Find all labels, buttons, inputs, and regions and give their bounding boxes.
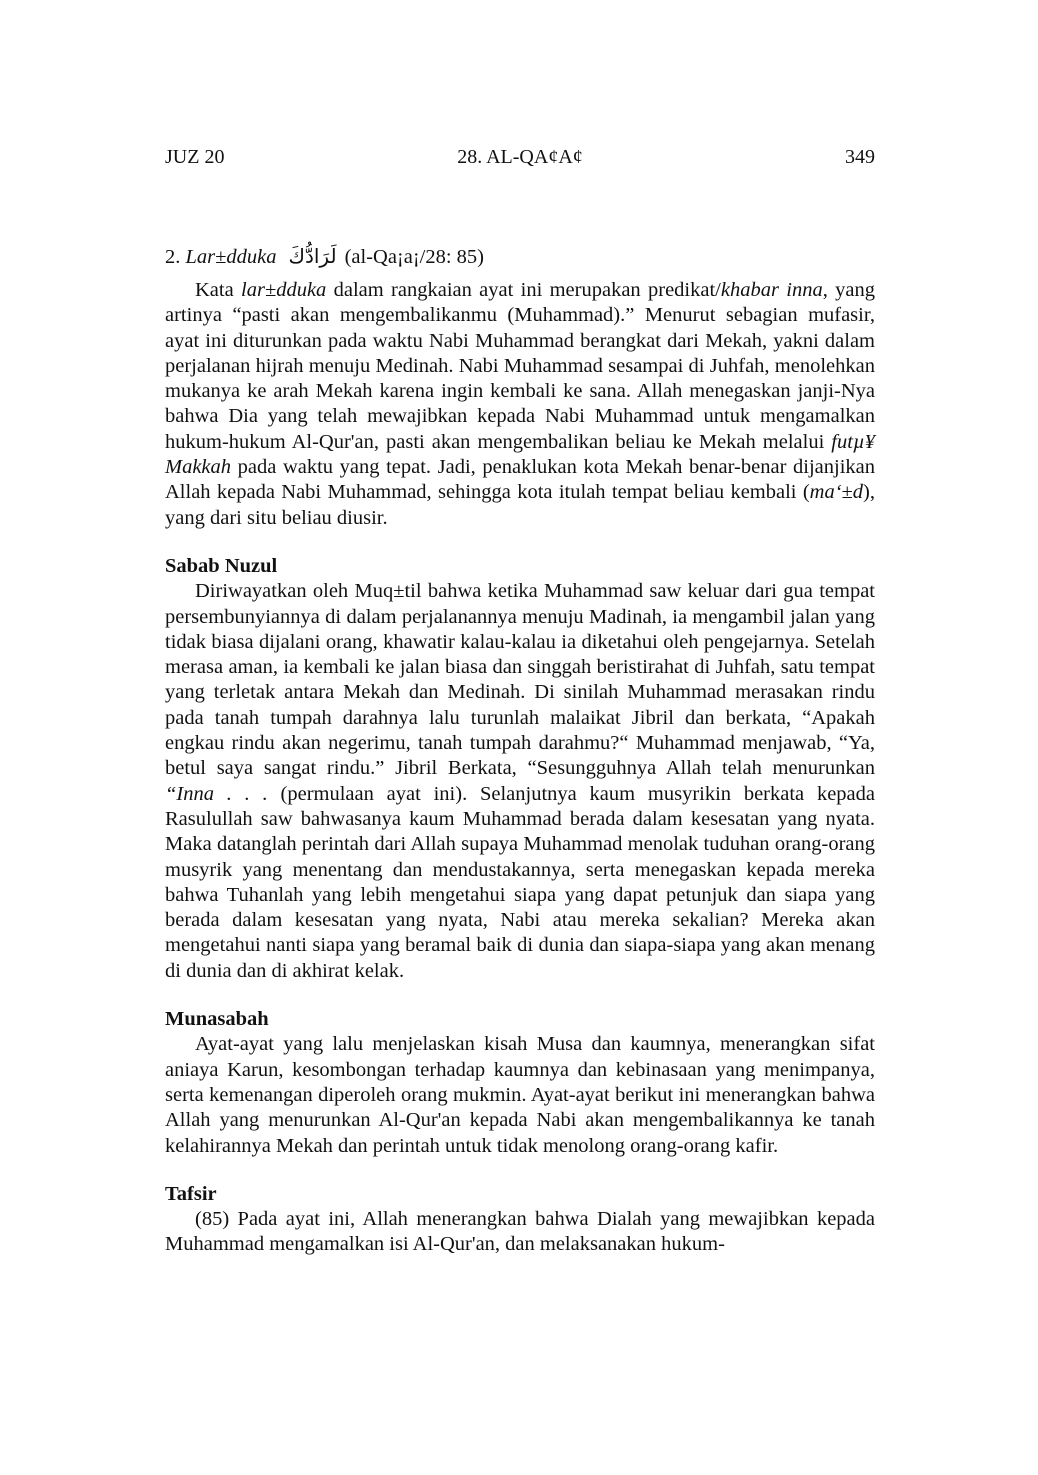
entry-term: Lar±dduka: [185, 246, 277, 268]
running-header: [165, 146, 875, 174]
sabab-nuzul-heading: Sabab Nuzul: [165, 554, 278, 577]
vocabulary-entry-heading: [165, 243, 875, 270]
munasabah-heading: Munasabah: [165, 1008, 269, 1031]
entry-reference: (al-Qa¡a¡/28: 85): [344, 246, 485, 268]
entry-number: 2.: [165, 246, 181, 268]
page-number: 349: [845, 146, 875, 168]
juz-label: JUZ 20: [165, 146, 225, 168]
arabic-word: لَرَادُّكَ: [288, 244, 337, 268]
tafsir-text: (85) Pada ayat ini, Allah menerangkan bahwa Dialah yang mewajibkan kepada Muhammad mengamalkan isi Al-Qur'an, dan melaksanakan hukum-: [165, 1208, 875, 1256]
munasabah-text: Ayat-ayat yang lalu menjelaskan kisah Musa dan kaumnya, menerangkan sifat aniaya Karun, kesombongan terhadap kaumnya dan kebinasaan yang menimpanya, serta kemenangan diperoleh orang mukmin. Ayat-ayat berikut ini menerangkan bahwa Allah yang menurunkan Al-Qur'an kepada Nabi akan mengembalikannya ke tanah kelahirannya Mekah dan perintah untuk tidak menolong orang-orang kafir.: [165, 1033, 875, 1157]
sabab-nuzul-text: Diriwayatkan oleh Muq±til bahwa ketika Muhammad saw keluar dari gua tempat persembunyiannya di dalam perjalanannya menuju Madinah, ia mengambil jalan yang tidak biasa dijalani orang, khawatir kalau-kalau ia diketahui oleh pengejarnya. Setelah merasa aman, ia kembali ke jalan biasa dan singgah beristirahat di Juhfah, satu tempat yang terletak antara Mekah dan Medinah. Di sinilah Muhammad merasakan rindu pada tanah tumpah darahnya lalu turunlah malaikat Jibril dan berkata, “Apakah engkau rindu akan negerimu, tanah tumpah darahmu?“ Muhammad menjawab, “Ya, betul saya sangat rindu.” Jibril Berkata, “Sesungguhnya Allah telah menurunkan “Inna . . . (permulaan ayat ini). Selanjutnya kaum musyrikin berkata kepada Rasulullah saw bahwasanya kaum Muhammad berada dalam kesesatan yang nyata. Maka datanglah perintah dari Allah supaya Muhammad menolak tuduhan orang-orang musyrik yang menentang dan mendustakannya, serta menegaskan kepada mereka bahwa Tuhanlah yang lebih mengetahui siapa yang dapat petunjuk dan siapa yang berada dalam kesesatan yang nyata, Nabi atau mereka sekalian? Mereka akan mengetahui nanti siapa yang beramal baik di dunia dan siapa-siapa yang akan menang di dunia dan di akhirat kelak.: [165, 580, 875, 982]
surah-title: 28. AL-QA¢A¢: [457, 146, 583, 168]
vocabulary-explanation: Kata lar±dduka dalam rangkaian ayat ini merupakan predikat/khabar inna, yang artinya “pasti akan mengembalikanmu (Muhammad).” Menurut sebagian mufasir, ayat ini diturunkan pada waktu Nabi Muhammad berangkat dari Mekah, yakni dalam perjalanan hijrah menuju Medinah. Nabi Muhammad sesampai di Juhfah, menolehkan mukanya ke arah Mekah karena ingin kembali ke sana. Allah menegaskan janji-Nya bahwa Dia yang telah mewajibkan kepada Nabi Muhammad untuk mengamalkan hukum-hukum Al-Qur'an, pasti akan mengembalikan beliau ke Mekah melalui futµ¥ Makkah pada waktu yang tepat. Jadi, penaklukan kota Mekah benar-benar dijanjikan Allah kepada Nabi Muhammad, sehingga kota itulah tempat beliau kembali (ma‘±d), yang dari situ beliau diusir.: [165, 279, 875, 529]
tafsir-heading: Tafsir: [165, 1182, 217, 1205]
page-body: [165, 243, 875, 1258]
